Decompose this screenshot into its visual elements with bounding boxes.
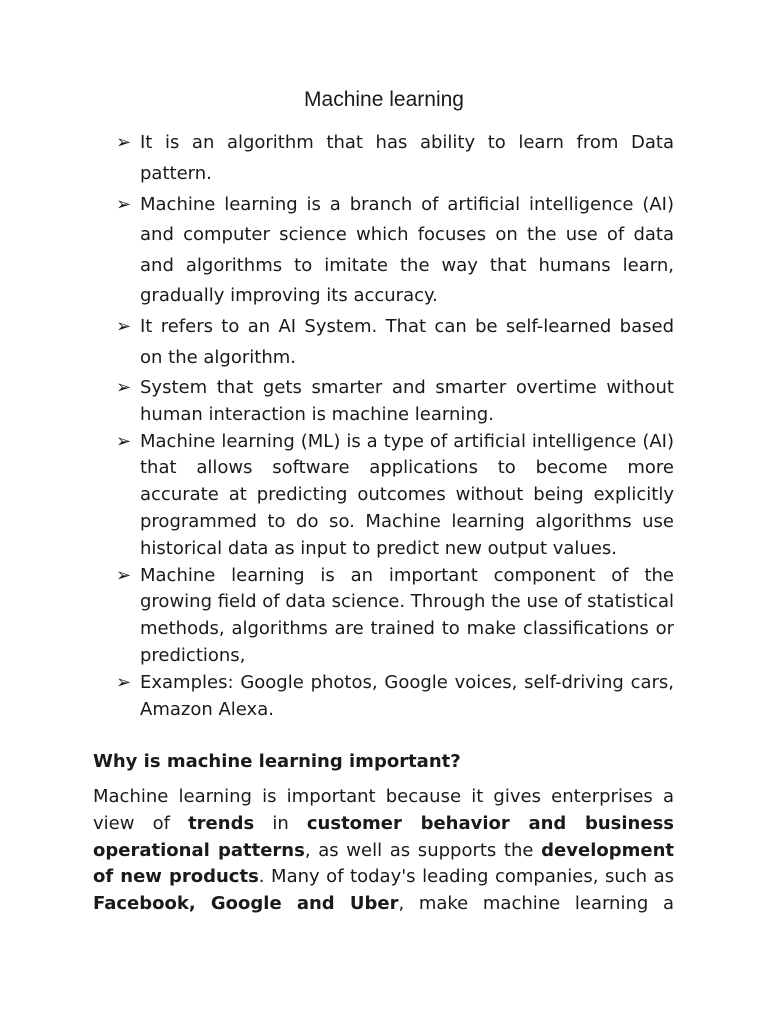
list-item-text: System that gets smarter and smarter overtime without human interaction is machine learning. — [140, 377, 674, 425]
list-item-text: Machine learning is a branch of artificial intelligence (AI) and computer science which focuses on the use of data and algorithms to imitate the way that humans learn, gradually improving its accuracy. — [140, 193, 674, 306]
paragraph-text: , make machine learning a — [398, 893, 674, 915]
paragraph-text: Machine learning is important because it gives enterprises a view of — [93, 786, 674, 834]
arrow-bullet-icon: ➢ — [116, 377, 132, 398]
list-item-text: Machine learning (ML) is a type of artificial intelligence (AI) that allows software applications to become more accurate at predicting outcomes without being explicitly programmed to do so. Machine learning algorithms use historical data as input to predict new output values. — [140, 430, 674, 559]
list-item — [116, 375, 674, 429]
arrow-bullet-icon: ➢ — [116, 316, 132, 337]
list-item-text: It refers to an AI System. That can be self-learned based on the algorithm. — [140, 316, 674, 368]
list-item — [116, 563, 674, 670]
paragraph-text: in — [254, 812, 307, 834]
bold-phrase: customer behavior and business operational patterns — [93, 812, 675, 861]
section-paragraph — [93, 784, 674, 918]
paragraph-text: . Many of today's leading companies, such as — [258, 866, 674, 888]
section-heading: Why is machine learning important? — [93, 751, 461, 772]
list-item — [116, 670, 674, 724]
arrow-bullet-icon: ➢ — [116, 193, 132, 215]
arrow-bullet-icon: ➢ — [116, 132, 132, 153]
bold-phrase: development of new products — [93, 839, 675, 888]
arrow-bullet-icon: ➢ — [116, 671, 132, 693]
list-item-text: It is an algorithm that has ability to learn from Data pattern. — [140, 132, 674, 184]
list-item-text: Machine learning is an important component of the growing field of data science. Through the use of statistical methods, algorithms are trained to make classifications or predictions, — [140, 564, 674, 666]
list-item-text: Examples: Google photos, Google voices, self-driving cars, Amazon Alexa. — [140, 671, 674, 720]
list-item — [116, 190, 674, 312]
arrow-bullet-icon: ➢ — [116, 564, 132, 586]
list-item — [116, 128, 674, 189]
bold-phrase: Facebook, Google and Uber — [93, 893, 399, 915]
paragraph-text: , as well as supports the — [304, 839, 542, 861]
bold-phrase: trends — [188, 812, 255, 834]
document-title: Machine learning — [304, 88, 464, 111]
bullet-list — [116, 128, 674, 723]
list-item — [116, 312, 674, 373]
arrow-bullet-icon: ➢ — [116, 430, 132, 452]
list-item — [116, 429, 674, 563]
